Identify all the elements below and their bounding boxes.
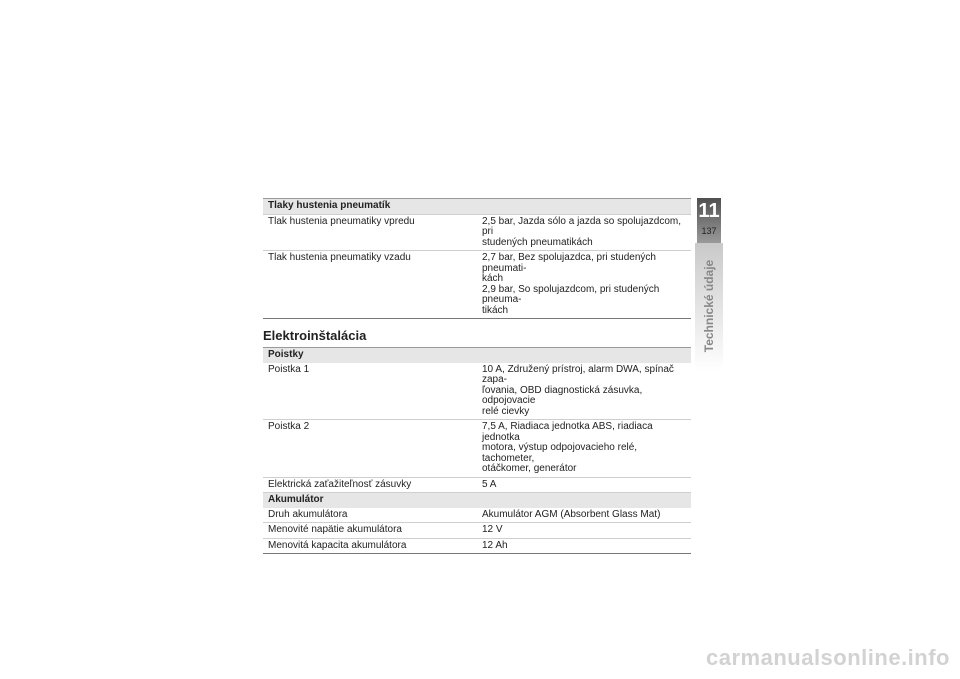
section-title: Elektroinštalácia — [263, 328, 367, 343]
manual-page-content — [263, 198, 691, 554]
value-line: 2,9 bar, So spolujazdcom, pri studených pneuma- — [482, 283, 660, 305]
fuses-header: Poistky — [268, 349, 304, 360]
row-label: Poistka 2 — [268, 421, 310, 432]
table-header-row — [263, 199, 691, 215]
row-value: 12 V — [482, 524, 503, 535]
row-label: Poistka 1 — [268, 363, 310, 375]
row-value — [477, 214, 691, 251]
watermark: carmanualsonline.info — [706, 645, 950, 670]
tire-pressure-header: Tlaky hustenia pneumatík — [268, 200, 391, 211]
tire-pressure-table — [263, 198, 691, 319]
row-label: Menovité napätie akumulátora — [268, 524, 402, 535]
value-line: 2,5 bar, Jazda sólo a jazda so spolujazdcom, pri — [482, 215, 682, 237]
value-line: studených pneumatikách — [482, 236, 593, 248]
value-line: tikách — [482, 304, 509, 316]
battery-header: Akumulátor — [268, 494, 324, 505]
table-row — [263, 420, 691, 478]
value-line: relé cievky — [482, 405, 530, 417]
table-header-row — [263, 493, 691, 508]
chapter-tab — [697, 198, 721, 243]
table-row — [263, 251, 691, 319]
row-value: 5 A — [482, 478, 497, 490]
chapter-number: 11 — [698, 200, 720, 222]
value-line: ľovania, OBD diagnostická zásuvka, odpojovacie — [482, 384, 643, 406]
row-label: Elektrická zaťažiteľnosť zásuvky — [268, 478, 412, 490]
table-row — [263, 214, 691, 251]
row-label: Menovitá kapacita akumulátora — [268, 539, 407, 551]
row-label: Druh akumulátora — [268, 508, 348, 520]
table-row — [263, 477, 691, 493]
value-line: otáčkomer, generátor — [482, 463, 577, 474]
table-row — [263, 523, 691, 539]
value-line: kách — [482, 273, 504, 284]
row-label: Tlak hustenia pneumatiky vpredu — [268, 215, 415, 227]
page-number: 137 — [701, 226, 717, 236]
value-line: 7,5 A, Riadiaca jednotka ABS, riadiaca jednotka — [482, 421, 653, 443]
row-value — [477, 251, 691, 319]
row-value: 12 Ah — [482, 539, 508, 551]
chapter-title: Technické údaje — [702, 259, 716, 353]
table-header-row — [263, 348, 691, 363]
row-value — [477, 420, 691, 478]
row-value: Akumulátor AGM (Absorbent Glass Mat) — [482, 508, 661, 520]
table-row — [263, 363, 691, 420]
electrical-table — [263, 347, 691, 554]
table-row — [263, 508, 691, 523]
row-label: Tlak hustenia pneumatiky vzadu — [268, 252, 411, 263]
table-row — [263, 538, 691, 554]
value-line: motora, výstup odpojovacieho relé, tachometer, — [482, 442, 638, 464]
value-line: 10 A, Združený prístroj, alarm DWA, spínač zapa- — [482, 363, 674, 385]
row-value — [477, 363, 691, 420]
value-line: 2,7 bar, Bez spolujazdca, pri studených pneumati- — [482, 252, 656, 274]
